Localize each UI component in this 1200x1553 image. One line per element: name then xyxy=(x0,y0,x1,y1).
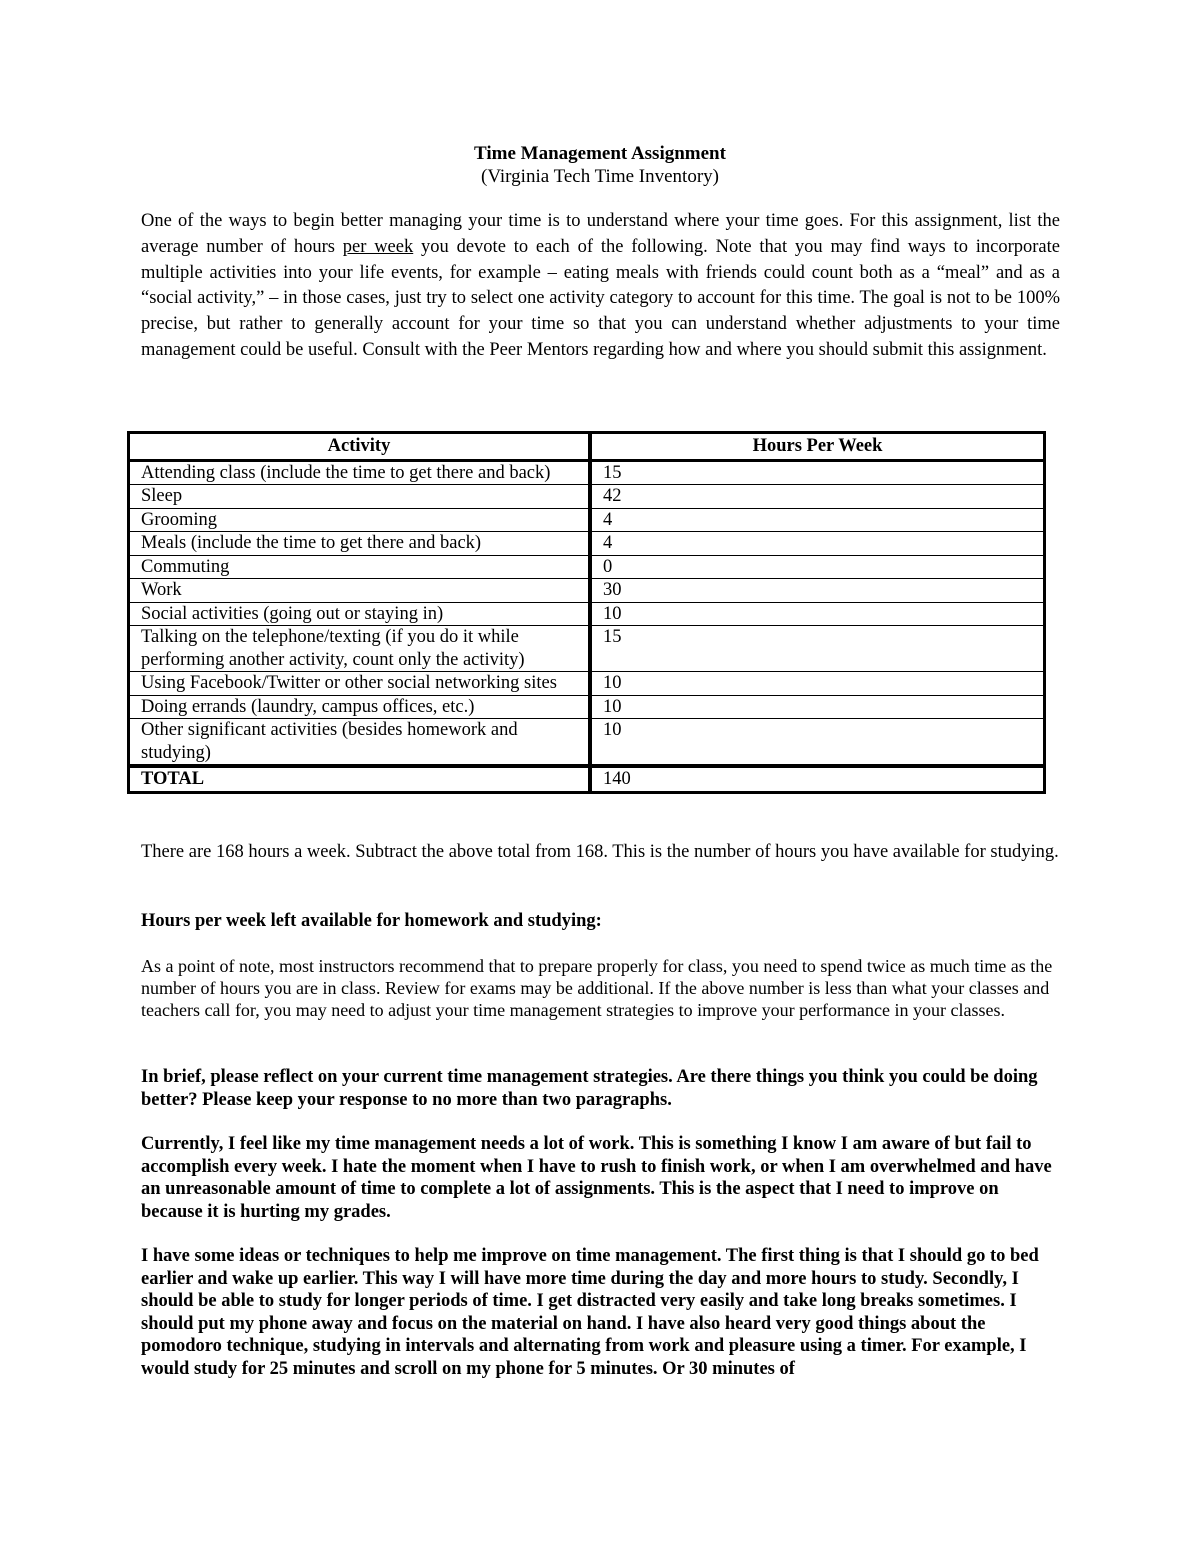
header-activity: Activity xyxy=(130,434,591,462)
response-paragraph-1: Currently, I feel like my time management needs a lot of work. This is something I know I am aware of but fail to accomplish every week. I hate the moment when I have to rush to finish work, or when I am overwhelmed and have an unreasonable amount of time to complete a lot of assignments. This is the aspect that I need to improve on because it is hurting my grades. xyxy=(141,1134,1052,1222)
intro-underlined-text: per week xyxy=(342,236,414,257)
hours-cell: 4 xyxy=(591,532,1043,556)
table-row xyxy=(130,485,1043,509)
table-row xyxy=(130,462,1043,486)
activity-cell: Commuting xyxy=(130,556,591,580)
header-hours: Hours Per Week xyxy=(591,434,1043,462)
activity-cell: Grooming xyxy=(130,509,591,533)
hours-cell: 42 xyxy=(591,485,1043,509)
point-of-note-paragraph: As a point of note, most instructors recommend that to prepare properly for class, you need to spend twice as much time as the number of hours you are in class. Review for exams may be additional. If the above number is less than what your classes and teachers call for, you may need to adjust your time management strategies to improve your performance in your classes. xyxy=(141,956,1053,1020)
activity-cell: Attending class (include the time to get there and back) xyxy=(130,462,591,486)
activity-cell: Talking on the telephone/texting (if you do it while performing another activity, count only the activity) xyxy=(130,626,591,672)
activity-cell: Other significant activities (besides homework and studying) xyxy=(130,719,591,765)
intro-text-part1: One of the ways to begin better managing your time is to understand where your time goes. For this assignment, list the average number of hours xyxy=(141,211,1060,257)
hours-left-heading: Hours per week left available for homework and studying: xyxy=(141,911,602,931)
activity-cell: Sleep xyxy=(130,485,591,509)
time-inventory-table xyxy=(127,431,1046,794)
hours-cell: 10 xyxy=(591,603,1043,627)
table-row xyxy=(130,672,1043,696)
table-row xyxy=(130,696,1043,720)
table-row xyxy=(130,579,1043,603)
table-row xyxy=(130,719,1043,765)
activity-cell: Doing errands (laundry, campus offices, etc.) xyxy=(130,696,591,720)
table-row xyxy=(130,626,1043,672)
activity-cell: Social activities (going out or staying in) xyxy=(130,603,591,627)
table-row xyxy=(130,509,1043,533)
hours-cell: 30 xyxy=(591,579,1043,603)
page-title: Time Management Assignment xyxy=(474,143,726,164)
table-total-row xyxy=(130,765,1043,791)
hours-note: There are 168 hours a week. Subtract the above total from 168. This is the number of hours you have available for studying. xyxy=(141,842,1059,862)
table-row xyxy=(130,532,1043,556)
page-subtitle: (Virginia Tech Time Inventory) xyxy=(481,166,719,187)
hours-cell: 15 xyxy=(591,626,1043,672)
hours-cell: 0 xyxy=(591,556,1043,580)
intro-paragraph xyxy=(141,209,1060,364)
total-value: 140 xyxy=(591,765,1043,791)
activity-cell: Work xyxy=(130,579,591,603)
hours-cell: 10 xyxy=(591,696,1043,720)
activity-cell: Using Facebook/Twitter or other social networking sites xyxy=(130,672,591,696)
response-paragraph-2: I have some ideas or techniques to help me improve on time management. The first thing is that I should go to bed earlier and wake up earlier. This way I will have more time during the day and more hours to study. Secondly, I should be able to study for longer periods of time. I get distracted very easily and take long breaks sometimes. I should put my phone away and focus on the material on hand. I have also heard very good things about the pomodoro technique, studying in intervals and alternating from work and pleasure using a timer. For example, I would study for 25 minutes and scroll on my phone for 5 minutes. Or 30 minutes of xyxy=(141,1246,1039,1379)
hours-cell: 10 xyxy=(591,719,1043,765)
reflection-prompt: In brief, please reflect on your current time management strategies. Are there things you think you could be doing better? Please keep your response to no more than two paragraphs. xyxy=(141,1067,1038,1110)
table-row xyxy=(130,603,1043,627)
intro-text-part2: you devote to each of the following. Note that you may find ways to incorporate multiple activities into your life events, for example – eating meals with friends could count both as a “meal” and as a “social activity,” – in those cases, just try to select one activity category to account for this time. The goal is not to be 100% precise, but rather to generally account for your time so that you can understand whether adjustments to your time management could be useful. Consult with the Peer Mentors regarding how and where you should submit this assignment. xyxy=(141,236,1060,360)
hours-cell: 10 xyxy=(591,672,1043,696)
hours-cell: 4 xyxy=(591,509,1043,533)
table-row xyxy=(130,556,1043,580)
total-label: TOTAL xyxy=(130,765,591,791)
activity-cell: Meals (include the time to get there and back) xyxy=(130,532,591,556)
hours-cell: 15 xyxy=(591,462,1043,486)
table-header-row xyxy=(130,434,1043,462)
